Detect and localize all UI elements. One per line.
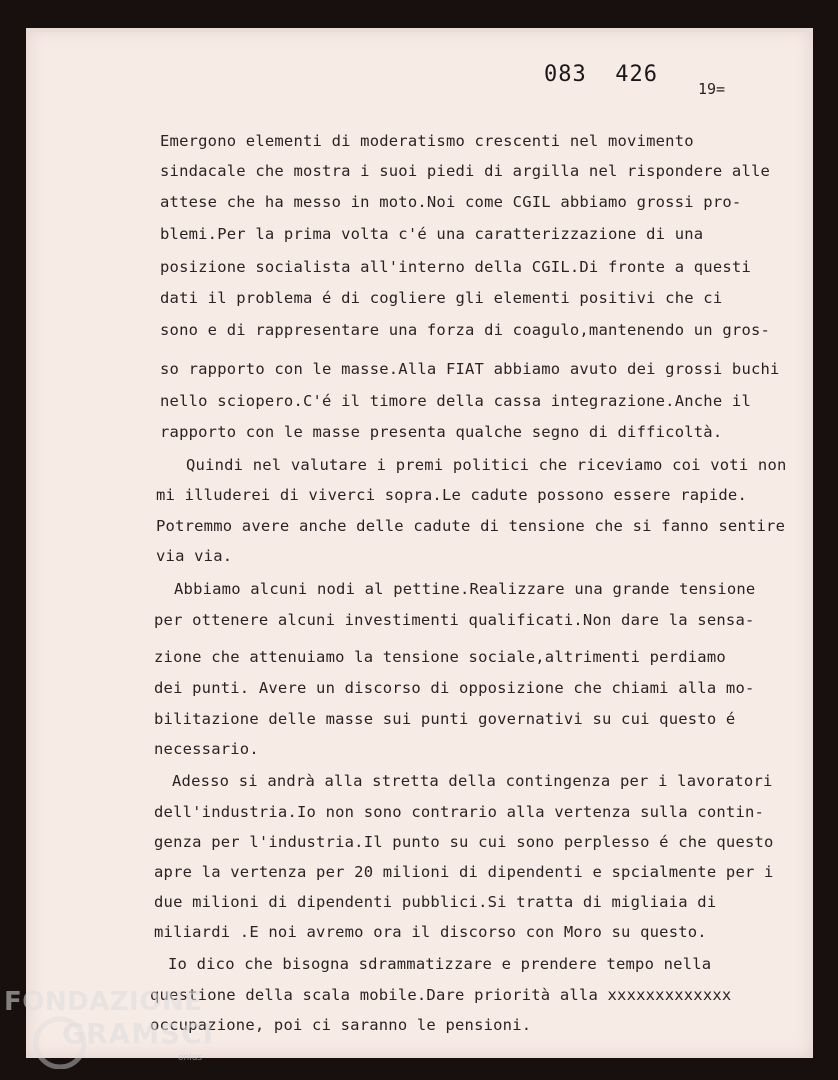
watermark-line-3: onlus (178, 1053, 203, 1063)
document-page (26, 28, 813, 1058)
archive-number: 083 426 (544, 62, 658, 87)
text-line: attese che ha messo in moto.Noi come CGIL abbiamo grossi pro- (160, 193, 742, 211)
text-line: miliardi .E noi avremo ora il discorso con Moro su questo. (154, 923, 707, 941)
text-line: dati il problema é di cogliere gli elementi positivi che ci (160, 289, 723, 307)
text-line: Io dico che bisogna sdrammatizzare e prendere tempo nella (168, 955, 712, 973)
text-line: Potremmo avere anche delle cadute di tensione che si fanno sentire (156, 517, 786, 535)
fondazione-gramsci-watermark (0, 985, 230, 1080)
text-line: nello sciopero.C'é il timore della cassa integrazione.Anche il (160, 392, 751, 410)
text-line: via via. (156, 547, 233, 565)
watermark-line-2: GRAMSCI (62, 1017, 215, 1050)
text-line: questione della scala mobile.Dare priorità alla xxxxxxxxxxxxx (150, 986, 732, 1004)
text-line: Emergono elementi di moderatismo crescenti nel movimento (160, 132, 694, 150)
text-line: Quindi nel valutare i premi politici che riceviamo coi voti non (186, 456, 787, 474)
text-line: Abbiamo alcuni nodi al pettine.Realizzare una grande tensione (174, 580, 756, 598)
text-line: due milioni di dipendenti pubblici.Si tratta di migliaia di (154, 893, 717, 911)
text-line: so rapporto con le masse.Alla FIAT abbiamo avuto dei grossi buchi (160, 360, 780, 378)
text-line: apre la vertenza per 20 milioni di dipendenti e spcialmente per i (154, 863, 774, 881)
text-line: blemi.Per la prima volta c'é una caratterizzazione di una (160, 225, 704, 243)
text-line: dei punti. Avere un discorso di opposizione che chiami alla mo- (154, 679, 755, 697)
text-line: rapporto con le masse presenta qualche segno di difficoltà. (160, 423, 723, 441)
text-line: Adesso si andrà alla stretta della contingenza per i lavoratori (172, 772, 773, 790)
text-line: occupazione, poi ci saranno le pensioni. (150, 1016, 532, 1034)
watermark-line-1: FONDAZIONE (4, 987, 203, 1017)
text-line: genza per l'industria.Il punto su cui sono perplesso é che questo (154, 833, 774, 851)
text-line: bilitazione delle masse sui punti governativi su cui questo é (154, 710, 736, 728)
text-line: posizione socialista all'interno della CGIL.Di fronte a questi (160, 258, 751, 276)
text-line: sono e di rappresentare una forza di coagulo,mantenendo un gros- (160, 321, 771, 339)
text-line: mi illuderei di viverci sopra.Le cadute possono essere rapide. (156, 486, 747, 504)
text-line: per ottenere alcuni investimenti qualificati.Non dare la sensa- (154, 611, 755, 629)
text-line: zione che attenuiamo la tensione sociale,altrimenti perdiamo (154, 648, 726, 666)
text-line: dell'industria.Io non sono contrario alla vertenza sulla contin- (154, 803, 765, 821)
text-line: sindacale che mostra i suoi piedi di argilla nel rispondere alle (160, 162, 771, 180)
page-number: 19= (698, 80, 726, 98)
page-edge (26, 28, 813, 32)
text-line: necessario. (154, 740, 259, 758)
